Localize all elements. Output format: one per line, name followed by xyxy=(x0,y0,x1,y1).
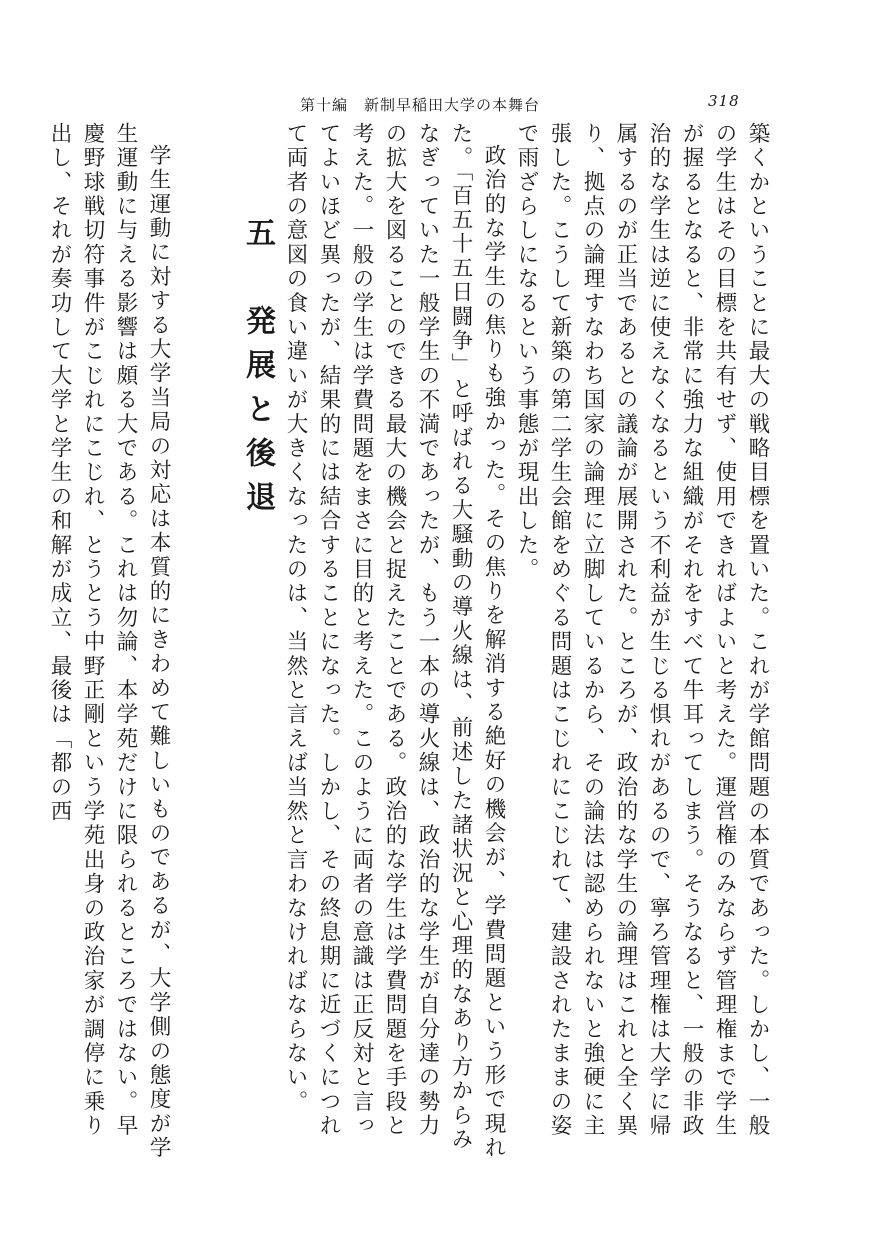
paragraph: 学生運動に対する大学当局の対応は本質的にきわめて難しいものであるが、大学側の態度が学生運動に与える影響は頗る大である。これは勿論、本学苑だけに限られるところではない。早慶野球戦切符事件がこじれにこじれ、とうとう中野正剛という学苑出身の政治家が調停に乗り出し、それが奏功して大学と学生の和解が成立、最後は「都の西 xyxy=(47,122,171,1160)
running-title: 第十編 新制早稲田大学の本舞台 xyxy=(300,96,541,114)
paragraph: 築くかということに最大の戦略目標を置いた。これが学館問題の本質であった。しかし、一般の学生はその目標を共有せず、使用できればよいと考えた。運営権のみならず管理権まで学生が握るとなると、非常に強力な組織がそれをすべて牛耳ってしまう。そうなると、一般の非政治的な学生は逆に使えなくなるという不利益が生じる惧れがあるので、寧ろ管理権は大学に帰属するのが正当であるとの議論が展開された。ところが、政治的な学生の論理はこれと全く異り、拠点の論理すなわち国家の論理に立脚しているから、その論法は認められないと強硬に主張した。こうして新築の第二学生会館をめぐる問題はこじれにこじれて、建設されたままの姿で雨ざらしになるという事態が現出した。 xyxy=(514,122,770,1139)
paragraph: 政治的な学生の焦りも強かった。その焦りを解消する絶好の機会が、学費問題という形で現れた。「百五十五日闘争」と呼ばれる大騒動の導火線は、前述した諸状況と心理的なあり方からみなぎっていた一般学生の不満であったが、もう一本の導火線は、政治的な学生が自分達の勢力の拡大を図ることのできる最大の機会と捉えたことである。政治的な学生は学費問題を手段と考えた。一般の学生は学費問題をまさに目的と考えた。このように両者の意識は正反対と言ってよいほど異ったが、結果的には結合することになった。しかし、その終息期に近づくにつれて両者の意図の食い違いが大きくなったのは、当然と言えば当然と言わなければならない。 xyxy=(283,122,506,1160)
section-heading: 五 発展と後退 xyxy=(240,217,275,525)
page-number: 318 xyxy=(708,92,740,110)
vertical-body-text xyxy=(47,122,774,1162)
